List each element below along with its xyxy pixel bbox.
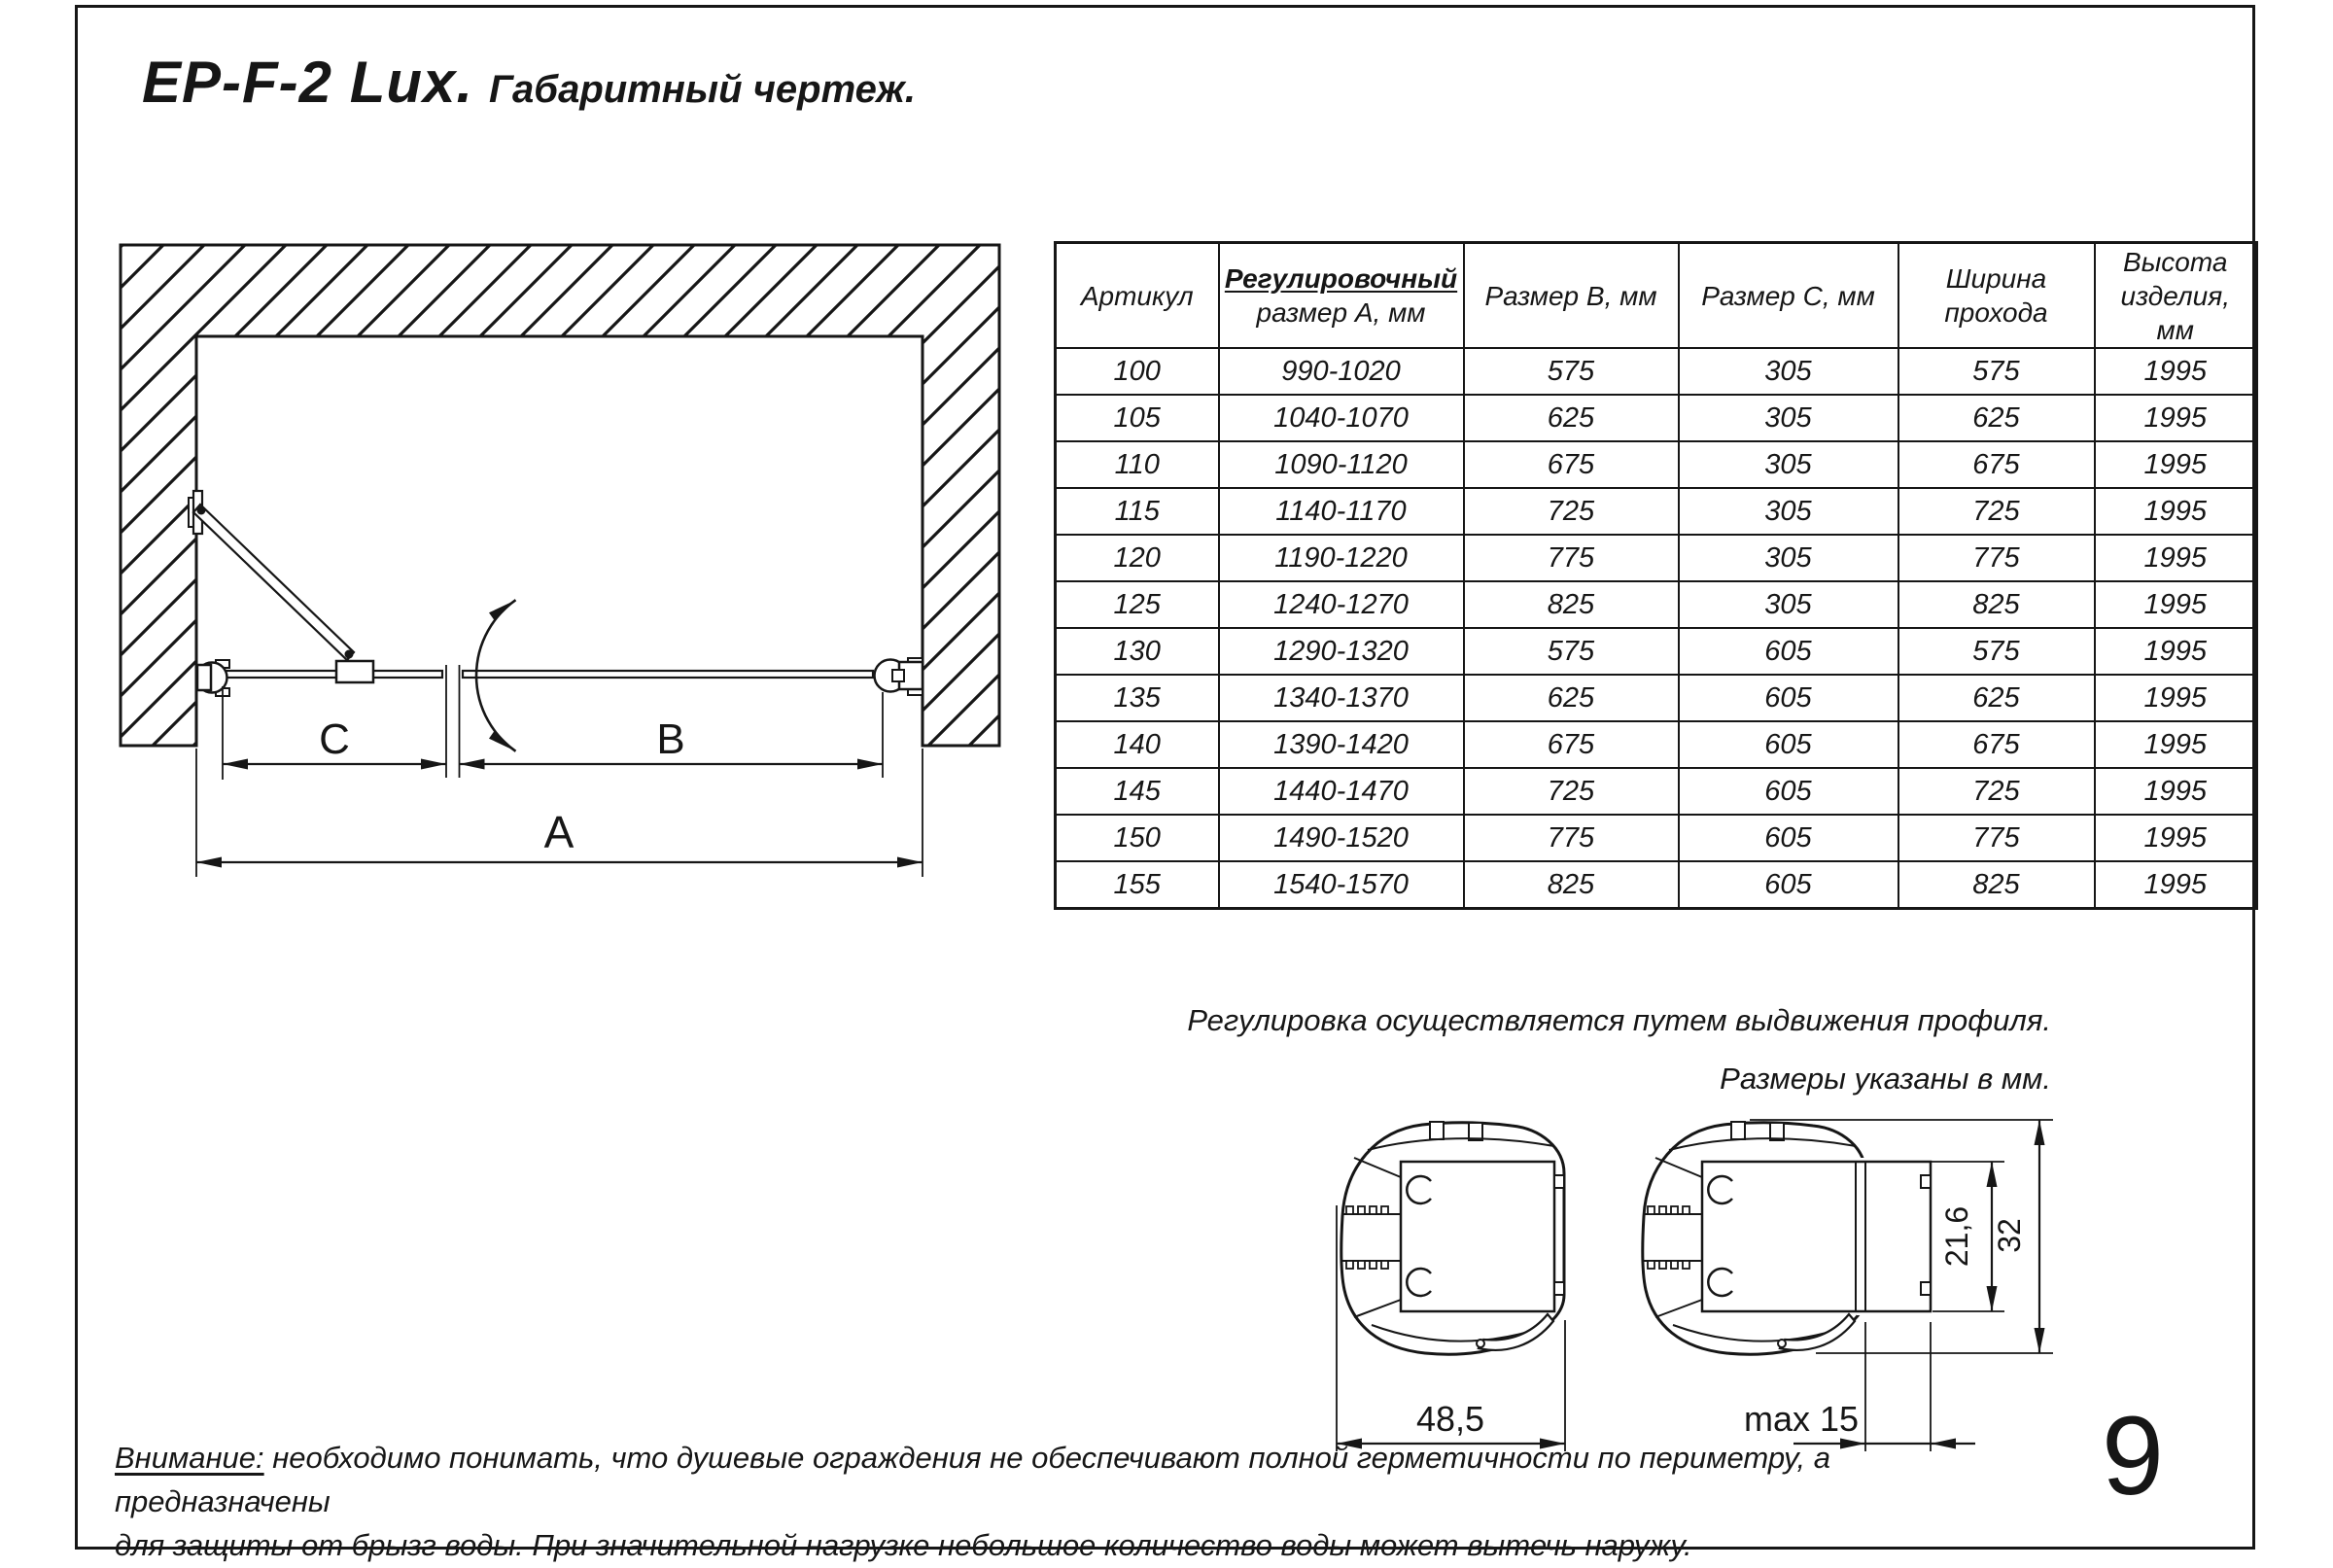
cell: 150 xyxy=(1056,815,1219,861)
table-row xyxy=(1056,721,2257,768)
cell: 775 xyxy=(1464,815,1679,861)
cell: 1995 xyxy=(2095,348,2257,395)
cell: 675 xyxy=(1464,721,1679,768)
cell: 1090-1120 xyxy=(1219,441,1464,488)
cell: 1540-1570 xyxy=(1219,861,1464,909)
table-row xyxy=(1056,488,2257,535)
col-height: Высота изделия, мм xyxy=(2095,243,2257,349)
cell: 110 xyxy=(1056,441,1219,488)
cell: 675 xyxy=(1898,441,2095,488)
table-row xyxy=(1056,441,2257,488)
cell: 825 xyxy=(1464,861,1679,909)
cell: 625 xyxy=(1464,395,1679,441)
col-size-b: Размер В, мм xyxy=(1464,243,1679,349)
cell: 625 xyxy=(1464,675,1679,721)
cell: 305 xyxy=(1679,535,1898,581)
table-row xyxy=(1056,675,2257,721)
cell: 140 xyxy=(1056,721,1219,768)
cell: 605 xyxy=(1679,768,1898,815)
cell: 605 xyxy=(1679,675,1898,721)
warning-line-2: для защиты от брызг воды. При значительной нагрузке небольшое количество воды может вытечь наружу. xyxy=(115,1527,1692,1562)
cell: 1995 xyxy=(2095,721,2257,768)
cell: 1995 xyxy=(2095,441,2257,488)
cell: 575 xyxy=(1898,628,2095,675)
drawing-subtitle: Габаритный чертеж. xyxy=(489,68,916,111)
cell: 1140-1170 xyxy=(1219,488,1464,535)
cell: 105 xyxy=(1056,395,1219,441)
cell: 1995 xyxy=(2095,395,2257,441)
cell: 135 xyxy=(1056,675,1219,721)
cell: 825 xyxy=(1898,861,2095,909)
model-name: EP-F-2 Lux. xyxy=(142,50,474,115)
wall-clamp xyxy=(197,660,230,696)
cell: 155 xyxy=(1056,861,1219,909)
profile-section-extended xyxy=(1643,1122,1938,1354)
cell: 990-1020 xyxy=(1219,348,1464,395)
sizes-table xyxy=(1054,241,2258,910)
warning-line-1 xyxy=(115,1437,2049,1524)
cell: 1240-1270 xyxy=(1219,581,1464,628)
support-brace xyxy=(189,491,373,682)
table-row xyxy=(1056,768,2257,815)
cell: 305 xyxy=(1679,395,1898,441)
profile-section-closed xyxy=(1341,1122,1564,1354)
table-header-row xyxy=(1056,243,2257,349)
table-row xyxy=(1056,581,2257,628)
note-line-2: Размеры указаны в мм. xyxy=(1720,1062,2051,1096)
cell: 125 xyxy=(1056,581,1219,628)
cell: 1995 xyxy=(2095,628,2257,675)
cell: 100 xyxy=(1056,348,1219,395)
warning-note xyxy=(115,1437,2049,1568)
fixed-panel-c xyxy=(224,671,442,678)
dimension-c xyxy=(223,686,446,780)
cell: 675 xyxy=(1464,441,1679,488)
cell: 130 xyxy=(1056,628,1219,675)
cell: 625 xyxy=(1898,395,2095,441)
cell: 305 xyxy=(1679,488,1898,535)
col-size-a: Регулировочный размер А, мм xyxy=(1219,243,1464,349)
dim-label-32: 32 xyxy=(1992,1218,2027,1253)
table-row xyxy=(1056,348,2257,395)
cell: 575 xyxy=(1464,348,1679,395)
cell: 825 xyxy=(1898,581,2095,628)
cell: 575 xyxy=(1898,348,2095,395)
warning-label: Внимание: xyxy=(115,1441,264,1475)
cell: 120 xyxy=(1056,535,1219,581)
cell: 605 xyxy=(1679,628,1898,675)
dim-label-c: C xyxy=(319,715,350,763)
brace-connector-block xyxy=(336,661,373,682)
cell: 775 xyxy=(1464,535,1679,581)
cell: 305 xyxy=(1679,348,1898,395)
cell: 605 xyxy=(1679,721,1898,768)
table-row xyxy=(1056,535,2257,581)
dimension-a xyxy=(196,749,923,877)
cell: 1040-1070 xyxy=(1219,395,1464,441)
door-panel-b xyxy=(463,671,873,678)
cell: 1995 xyxy=(2095,675,2257,721)
dimension-b xyxy=(460,715,884,770)
dim-label-max-15: max 15 xyxy=(1743,1399,1860,1439)
door-hinge-bracket xyxy=(875,658,923,778)
cell: 145 xyxy=(1056,768,1219,815)
cell: 1340-1370 xyxy=(1219,675,1464,721)
cell: 605 xyxy=(1679,861,1898,909)
adjustment-notes xyxy=(1187,1003,2051,1097)
cell: 1440-1470 xyxy=(1219,768,1464,815)
cell: 115 xyxy=(1056,488,1219,535)
cell: 1995 xyxy=(2095,768,2257,815)
page-number: 9 xyxy=(2102,1394,2164,1518)
cell: 1190-1220 xyxy=(1219,535,1464,581)
table-row xyxy=(1056,395,2257,441)
dim-label-b: B xyxy=(656,715,685,763)
cell: 575 xyxy=(1464,628,1679,675)
table-row xyxy=(1056,628,2257,675)
cell: 1995 xyxy=(2095,581,2257,628)
cell: 1290-1320 xyxy=(1219,628,1464,675)
cell: 775 xyxy=(1898,815,2095,861)
cell: 1995 xyxy=(2095,535,2257,581)
cell: 305 xyxy=(1679,581,1898,628)
col-size-c: Размер С, мм xyxy=(1679,243,1898,349)
cell: 825 xyxy=(1464,581,1679,628)
cell: 1995 xyxy=(2095,488,2257,535)
dim-label-a: A xyxy=(543,807,575,857)
cell: 725 xyxy=(1898,488,2095,535)
cell: 725 xyxy=(1464,488,1679,535)
dim-label-48-5: 48,5 xyxy=(1415,1399,1485,1439)
cell: 305 xyxy=(1679,441,1898,488)
cell: 1490-1520 xyxy=(1219,815,1464,861)
note-line-1: Регулировка осуществляется путем выдвижения профиля. xyxy=(1187,1003,2051,1037)
warning-text-1: необходимо понимать, что душевые ограждения не обеспечивают полной герметичности по периметру, а предназначены xyxy=(115,1441,1830,1518)
col-article: Артикул xyxy=(1056,243,1219,349)
table-row xyxy=(1056,861,2257,909)
cell: 1995 xyxy=(2095,861,2257,909)
cell: 1390-1420 xyxy=(1219,721,1464,768)
cell: 675 xyxy=(1898,721,2095,768)
cell: 1995 xyxy=(2095,815,2257,861)
table-row xyxy=(1056,815,2257,861)
dim-label-21-6: 21,6 xyxy=(1939,1205,1974,1268)
cell: 725 xyxy=(1898,768,2095,815)
cell: 725 xyxy=(1464,768,1679,815)
cell: 625 xyxy=(1898,675,2095,721)
cell: 605 xyxy=(1679,815,1898,861)
cell: 775 xyxy=(1898,535,2095,581)
col-pass-width: Ширина прохода xyxy=(1898,243,2095,349)
